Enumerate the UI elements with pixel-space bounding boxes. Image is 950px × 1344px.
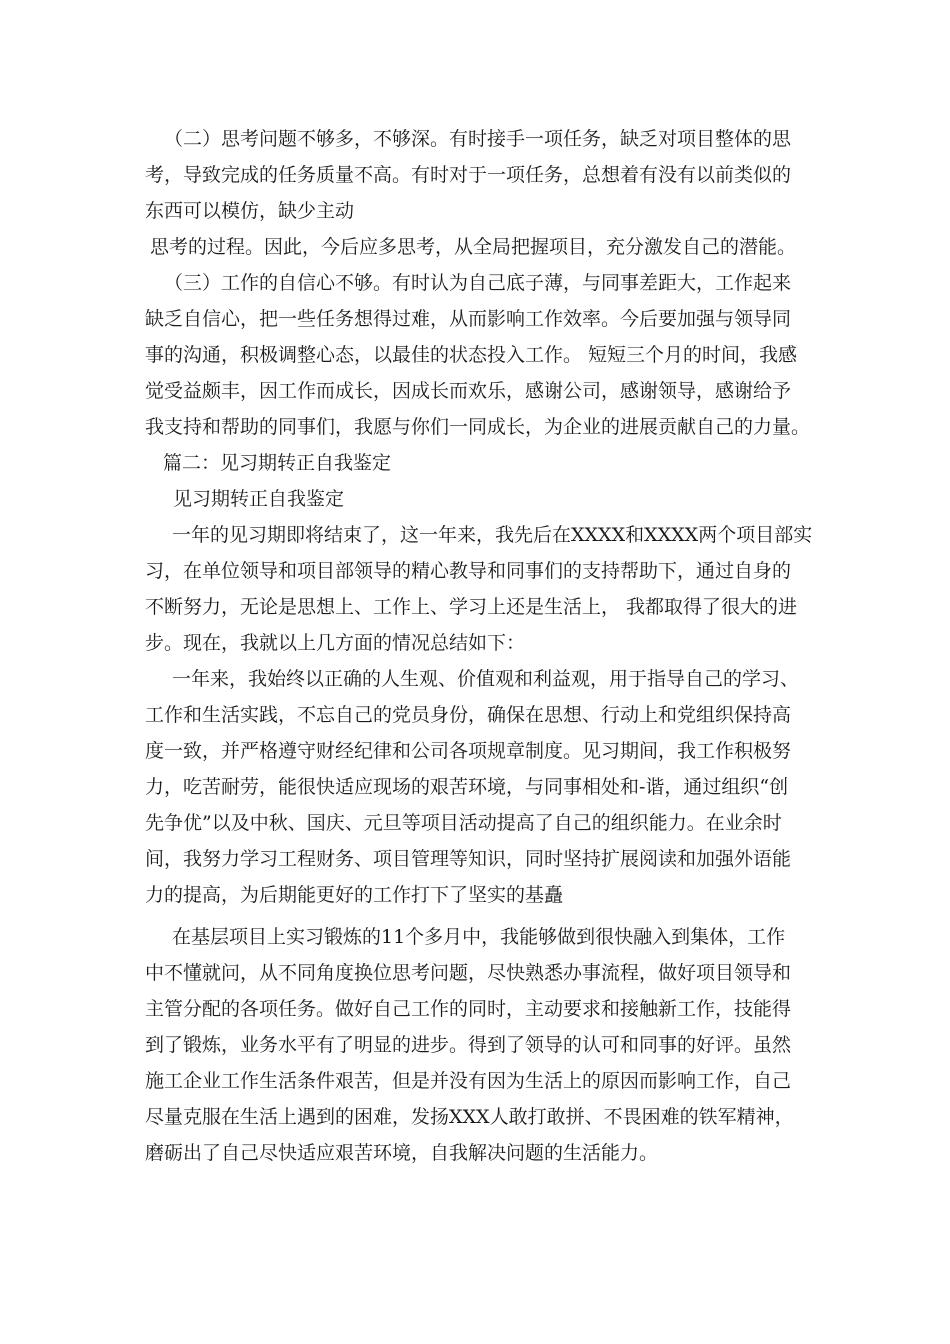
paragraph-line: 施工企业工作生活条件艰苦，但是并没有因为生活上的原因而影响工作，自己 <box>145 1070 792 1092</box>
paragraph-line: 事的沟通，积极调整心态，以最佳的状态投入工作。 短短三个月的时间，我感 <box>145 344 798 366</box>
paragraph-line: 我支持和帮助的同事们，我愿与你们一同成长，为企业的进展贡献自己的力量。 <box>145 416 811 438</box>
section-heading: 篇二：见习期转正自我鉴定 <box>163 452 392 474</box>
paragraph-line: 中不懂就问，从不同角度换位思考问题，尽快熟悉办事流程，做好项目领导和 <box>145 962 792 984</box>
paragraph-line: 步。现在，我就以上几方面的情况总结如下： <box>145 632 526 654</box>
paragraph-line: 磨砺出了自己尽快适应艰苦环境，自我解决问题的生活能力。 <box>145 1142 659 1164</box>
paragraph-line: 间，我努力学习工程财务、项目管理等知识，同时坚持扩展阅读和加强外语能 <box>145 848 792 870</box>
paragraph-line: 缺乏自信心，把一些任务想得过难，从而影响工作效率。今后要加强与领导同 <box>145 308 792 330</box>
paragraph-line: 到了锻炼，业务水平有了明显的进步。得到了领导的认可和同事的好评。虽然 <box>145 1034 792 1056</box>
paragraph-line: 度一致，并严格遵守财经纪律和公司各项规章制度。见习期间，我工作积极努 <box>145 740 792 762</box>
paragraph-line: 一年的见习期即将结束了，这一年来，我先后在XXXX和XXXX两个项目部实 <box>172 524 813 546</box>
paragraph-line: 思考的过程。因此，今后应多思考，从全局把握项目，充分激发自己的潜能。 <box>150 236 797 258</box>
section-subheading: 见习期转正自我鉴定 <box>173 488 345 510</box>
paragraph-line: 觉受益颇丰，因工作而成长，因成长而欢乐，感谢公司，感谢领导，感谢给予 <box>145 380 792 402</box>
paragraph-line: （三）工作的自信心不够。有时认为自己底子薄，与同事差距大，工作起来 <box>164 272 792 294</box>
paragraph-line: 在基层项目上实习锻炼的11个多月中，我能够做到很快融入到集体，工作 <box>172 926 786 948</box>
paragraph-line: 考，导致完成的任务质量不高。有时对于一项任务，总想着有没有以前类似的 <box>145 164 792 186</box>
paragraph-line: 力，吃苦耐劳，能很快适应现场的艰苦环境，与同事相处和-谐，通过组织“创 <box>145 776 789 798</box>
paragraph-line: 东西可以模仿，缺少主动 <box>145 200 355 222</box>
paragraph-line: 一年来，我始终以正确的人生观、价值观和利益观，用于指导自己的学习、 <box>172 668 800 690</box>
paragraph-line: 工作和生活实践，不忘自己的党员身份，确保在思想、行动上和党组织保持高 <box>145 704 792 726</box>
paragraph-line: 尽量克服在生活上遇到的困难，发扬XXX人敢打敢拼、不畏困难的铁军精神， <box>145 1106 794 1128</box>
paragraph-line: 主管分配的各项任务。做好自己工作的同时，主动要求和接触新工作，技能得 <box>145 998 792 1020</box>
paragraph-line: 力的提高，为后期能更好的工作打下了坚实的基矗 <box>145 884 564 906</box>
paragraph-line: 先争优”以及中秋、国庆、元旦等项目活动提高了自己的组织能力。在业余时 <box>145 812 782 834</box>
paragraph-line: 不断努力，无论是思想上、工作上、学习上还是生活上， 我都取得了很大的进 <box>145 596 798 618</box>
paragraph-line: 习，在单位领导和项目部领导的精心教导和同事们的支持帮助下，通过自身的 <box>145 560 792 582</box>
paragraph-line: （二）思考问题不够多，不够深。有时接手一项任务，缺乏对项目整体的思 <box>164 128 792 150</box>
